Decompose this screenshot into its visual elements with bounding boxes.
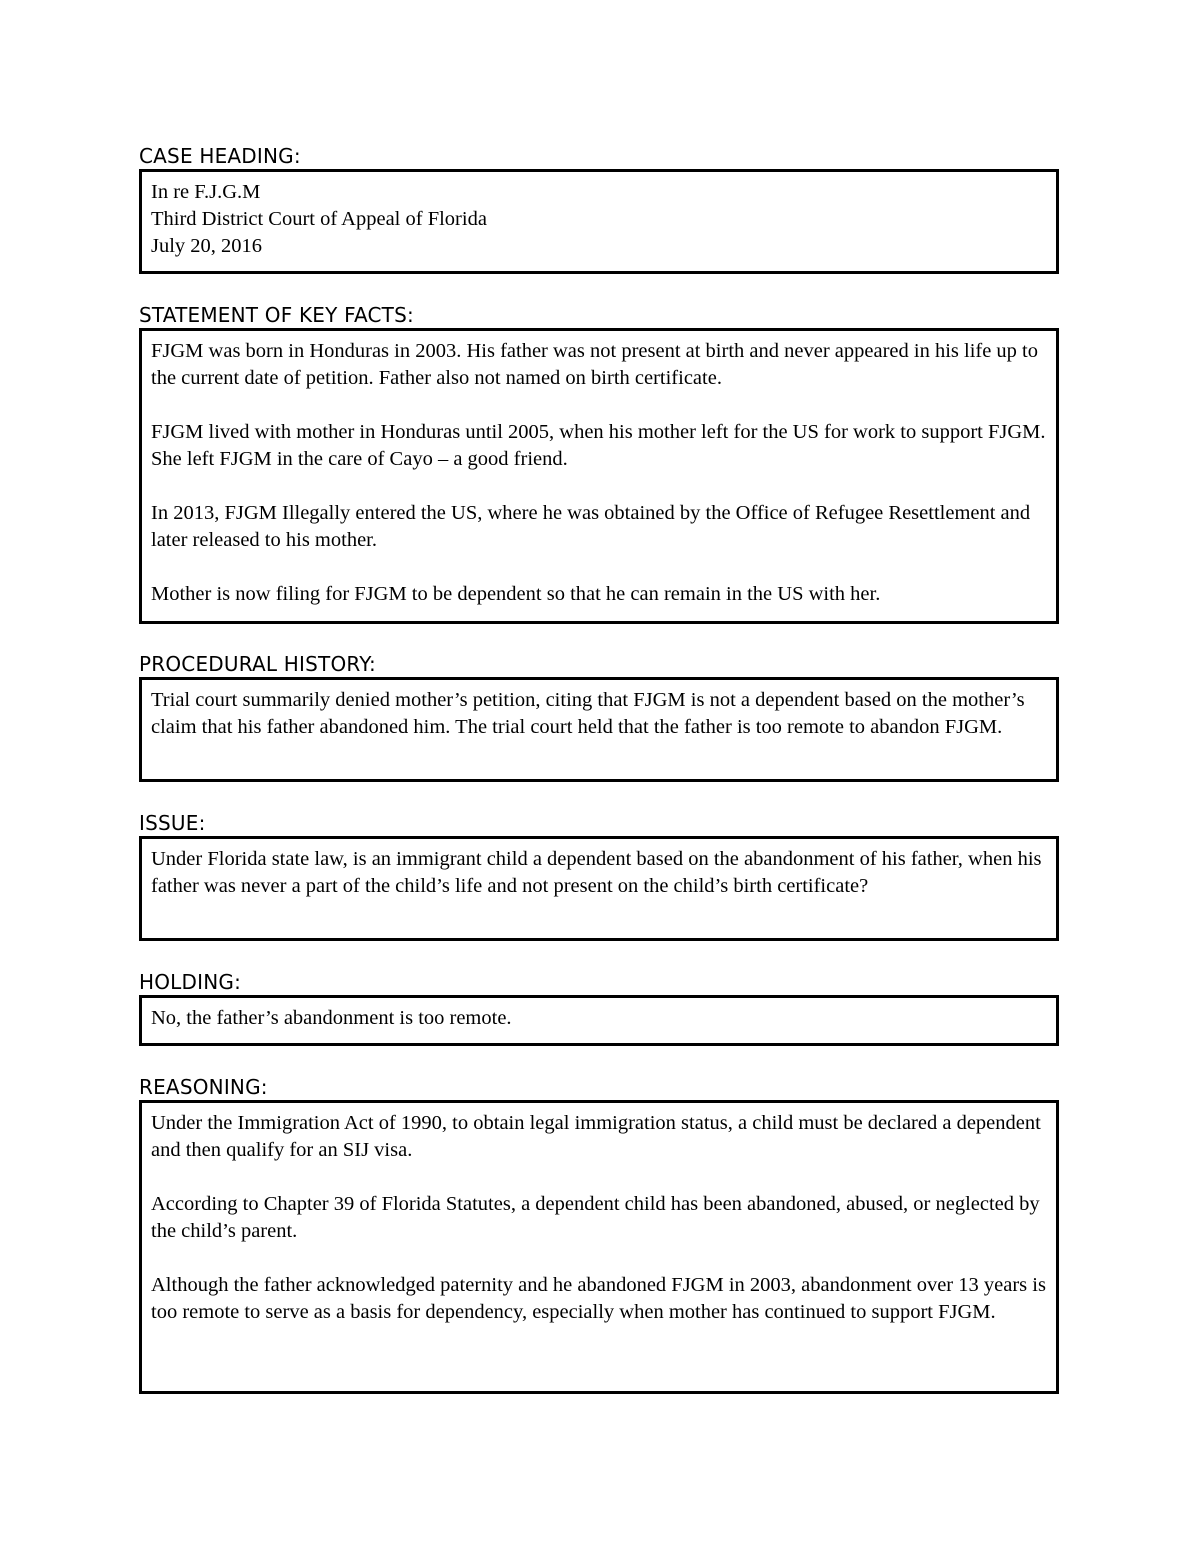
procedural-history-section (139, 651, 1059, 782)
key-facts-box (139, 328, 1059, 624)
key-facts-paragraph: FJGM lived with mother in Honduras until 2005, when his mother left for the US for work to support FJGM. She left FJGM in the care of Cayo – a good friend. (151, 421, 1046, 470)
key-facts-paragraph: FJGM was born in Honduras in 2003. His father was not present at birth and never appeared in his life up to the current date of petition. Father also not named on birth certificate. (151, 340, 1039, 389)
holding-paragraph: No, the father’s abandonment is too remote. (151, 1007, 512, 1029)
reasoning-paragraph: According to Chapter 39 of Florida Statutes, a dependent child has been abandoned, abused, or neglected by the child’s parent. (151, 1193, 1040, 1242)
key-facts-section (139, 302, 1059, 624)
reasoning-paragraph: Under the Immigration Act of 1990, to obtain legal immigration status, a child must be declared a dependent and then qualify for an SIJ visa. (151, 1112, 1041, 1161)
key-facts-title: STATEMENT OF KEY FACTS: (139, 303, 414, 327)
case-name: In re F.J.G.M (151, 181, 261, 203)
issue-paragraph: Under Florida state law, is an immigrant child a dependent based on the abandonment of his father, when his father was never a part of the child’s life and not present on the child’s birth certificate? (151, 848, 1042, 897)
reasoning-paragraph: Although the father acknowledged paternity and he abandoned FJGM in 2003, abandonment over 13 years is too remote to serve as a basis for dependency, especially when mother has continued to support FJGM. (151, 1274, 1046, 1323)
holding-title: HOLDING: (139, 970, 242, 994)
reasoning-section (139, 1074, 1059, 1394)
reasoning-title: REASONING: (139, 1075, 268, 1099)
decision-date: July 20, 2016 (151, 235, 263, 257)
issue-title: ISSUE: (139, 811, 206, 835)
reasoning-box (139, 1100, 1059, 1394)
procedural-history-title: PROCEDURAL HISTORY: (139, 652, 376, 676)
issue-section (139, 810, 1059, 941)
key-facts-paragraph: In 2013, FJGM Illegally entered the US, where he was obtained by the Office of Refugee Resettlement and later released to his mother. (151, 502, 1031, 551)
key-facts-paragraph: Mother is now filing for FJGM to be dependent so that he can remain in the US with her. (151, 583, 881, 605)
procedural-history-paragraph: Trial court summarily denied mother’s petition, citing that FJGM is not a dependent based on the mother’s claim that his father abandoned him. The trial court held that the father is too remote to abandon FJGM. (151, 689, 1025, 738)
case-heading-section (139, 143, 1059, 274)
case-heading-box (139, 169, 1059, 274)
procedural-history-box (139, 677, 1059, 782)
court-name: Third District Court of Appeal of Florida (151, 208, 487, 230)
holding-box (139, 995, 1059, 1046)
holding-section (139, 969, 1059, 1046)
issue-box (139, 836, 1059, 941)
case-heading-title: CASE HEADING: (139, 144, 301, 168)
